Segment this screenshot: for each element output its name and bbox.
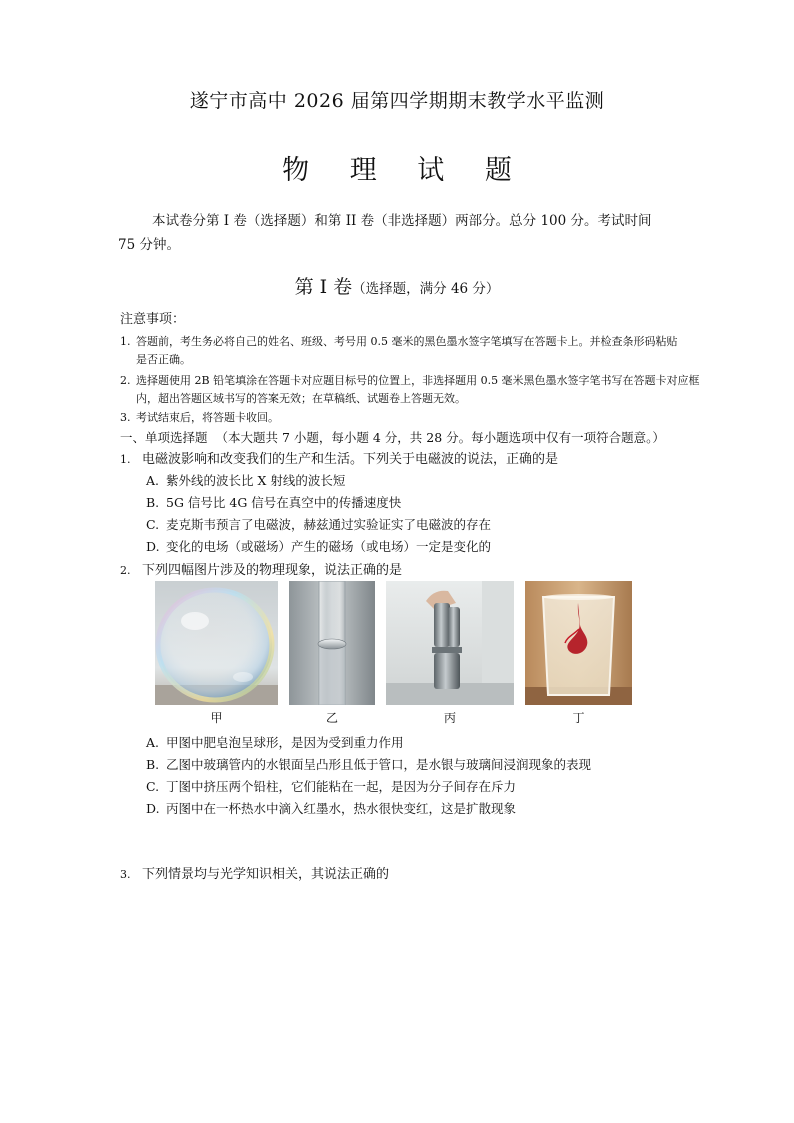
q1-option-b: [146, 493, 401, 511]
notice-item: [120, 372, 700, 388]
question-num: 2.: [120, 564, 131, 577]
lead-cylinders-image: [386, 581, 514, 705]
notice-item: [120, 409, 279, 425]
intro-line-2: 75 分钟。: [118, 237, 180, 253]
volume-main: 第 I 卷: [294, 276, 353, 298]
q2-option-a: [146, 733, 404, 751]
figure-caption-ding: 丁: [572, 711, 585, 725]
section-desc: （本大题共 7 小题，每小题 4 分，共 28 分。每小题选项中仅有一项符合题意。）: [215, 430, 665, 445]
q1-option-c: [146, 515, 491, 533]
intro-line-1: 本试卷分第 I 卷（选择题）和第 II 卷（非选择题）两部分。总分 100 分。考试时间: [152, 213, 652, 229]
q1-option-d: [146, 537, 491, 555]
figure-caption-yi: 乙: [325, 711, 338, 725]
notice-heading: 注意事项：: [120, 312, 186, 327]
question-2-stem: [120, 559, 402, 578]
option-text: 紫外线的波长比 X 射线的波长短: [166, 473, 346, 488]
question-1-stem: [120, 448, 558, 467]
soap-bubble-image: [155, 581, 278, 705]
option-label: B.: [146, 495, 160, 510]
notice-item-cont: 是否正确。: [136, 353, 191, 366]
option-label: C.: [146, 779, 160, 794]
question-3-stem: [120, 863, 389, 882]
q1-option-a: [146, 471, 345, 489]
option-text: 变化的电场（或磁场）产生的磁场（或电场）一定是变化的: [166, 539, 492, 554]
option-text: 丁图中挤压两个铅柱，它们能粘在一起，是因为分子间存在斥力: [166, 779, 517, 794]
option-text: 丙图中在一杯热水中滴入红墨水，热水很快变红，这是扩散现象: [166, 801, 517, 816]
question-text: 电磁波影响和改变我们的生产和生活。下列关于电磁波的说法，正确的是: [142, 452, 559, 467]
question-num: 3.: [120, 868, 131, 881]
figure-caption-jia: 甲: [210, 711, 223, 725]
mercury-tube-image: [289, 581, 375, 705]
option-text: 麦克斯韦预言了电磁波，赫兹通过实验证实了电磁波的存在: [166, 517, 492, 532]
option-text: 乙图中玻璃管内的水银面呈凸形且低于管口，是水银与玻璃间浸润现象的表现: [166, 757, 592, 772]
volume-title: [0, 272, 794, 299]
option-label: C.: [146, 517, 160, 532]
question-text: 下列四幅图片涉及的物理现象，说法正确的是: [142, 563, 403, 578]
question-text: 下列情景均与光学知识相关，其说法正确的: [142, 867, 390, 882]
option-text: 5G 信号比 4G 信号在真空中的传播速度快: [166, 495, 402, 510]
exam-title: 遂宁市高中 2026 届第四学期期末教学水平监测: [189, 90, 605, 112]
notice-num: 3.: [120, 411, 131, 424]
notice-num: 2.: [120, 374, 131, 387]
notice-item: [120, 333, 677, 349]
notice-item-cont: 内，超出答题区域书写的答案无效；在草稿纸、试题卷上答题无效。: [136, 392, 466, 405]
subject-title: 物 理 试 题: [282, 155, 528, 186]
section-heading: [120, 428, 665, 446]
option-text: 甲图中肥皂泡呈球形，是因为受到重力作用: [166, 735, 404, 750]
figure-caption-bing: 丙: [443, 711, 456, 725]
notice-text: 选择题使用 2B 铅笔填涂在答题卡对应题目标号的位置上，非选择题用 0.5 毫米黑色墨水签字笔书写在答题卡对应框: [136, 374, 700, 387]
q2-option-d: [146, 799, 516, 817]
notice-text: 考试结束后，将答题卡收回。: [136, 411, 279, 424]
ink-in-water-image: [525, 581, 632, 705]
option-label: D.: [146, 539, 160, 554]
q2-option-c: [146, 777, 516, 795]
question-num: 1.: [120, 453, 131, 466]
option-label: B.: [146, 757, 160, 772]
section-title: 一、单项选择题: [120, 430, 208, 445]
notice-num: 1.: [120, 335, 131, 348]
q2-option-b: [146, 755, 591, 773]
option-label: A.: [146, 735, 160, 750]
option-label: A.: [146, 473, 160, 488]
notice-text: 答题前，考生务必将自己的姓名、班级、考号用 0.5 毫米的黑色墨水签字笔填写在答题卡上。并检查条形码粘贴: [136, 335, 678, 348]
option-label: D.: [146, 801, 160, 816]
volume-sub: （选择题，满分 46 分）: [352, 281, 500, 297]
